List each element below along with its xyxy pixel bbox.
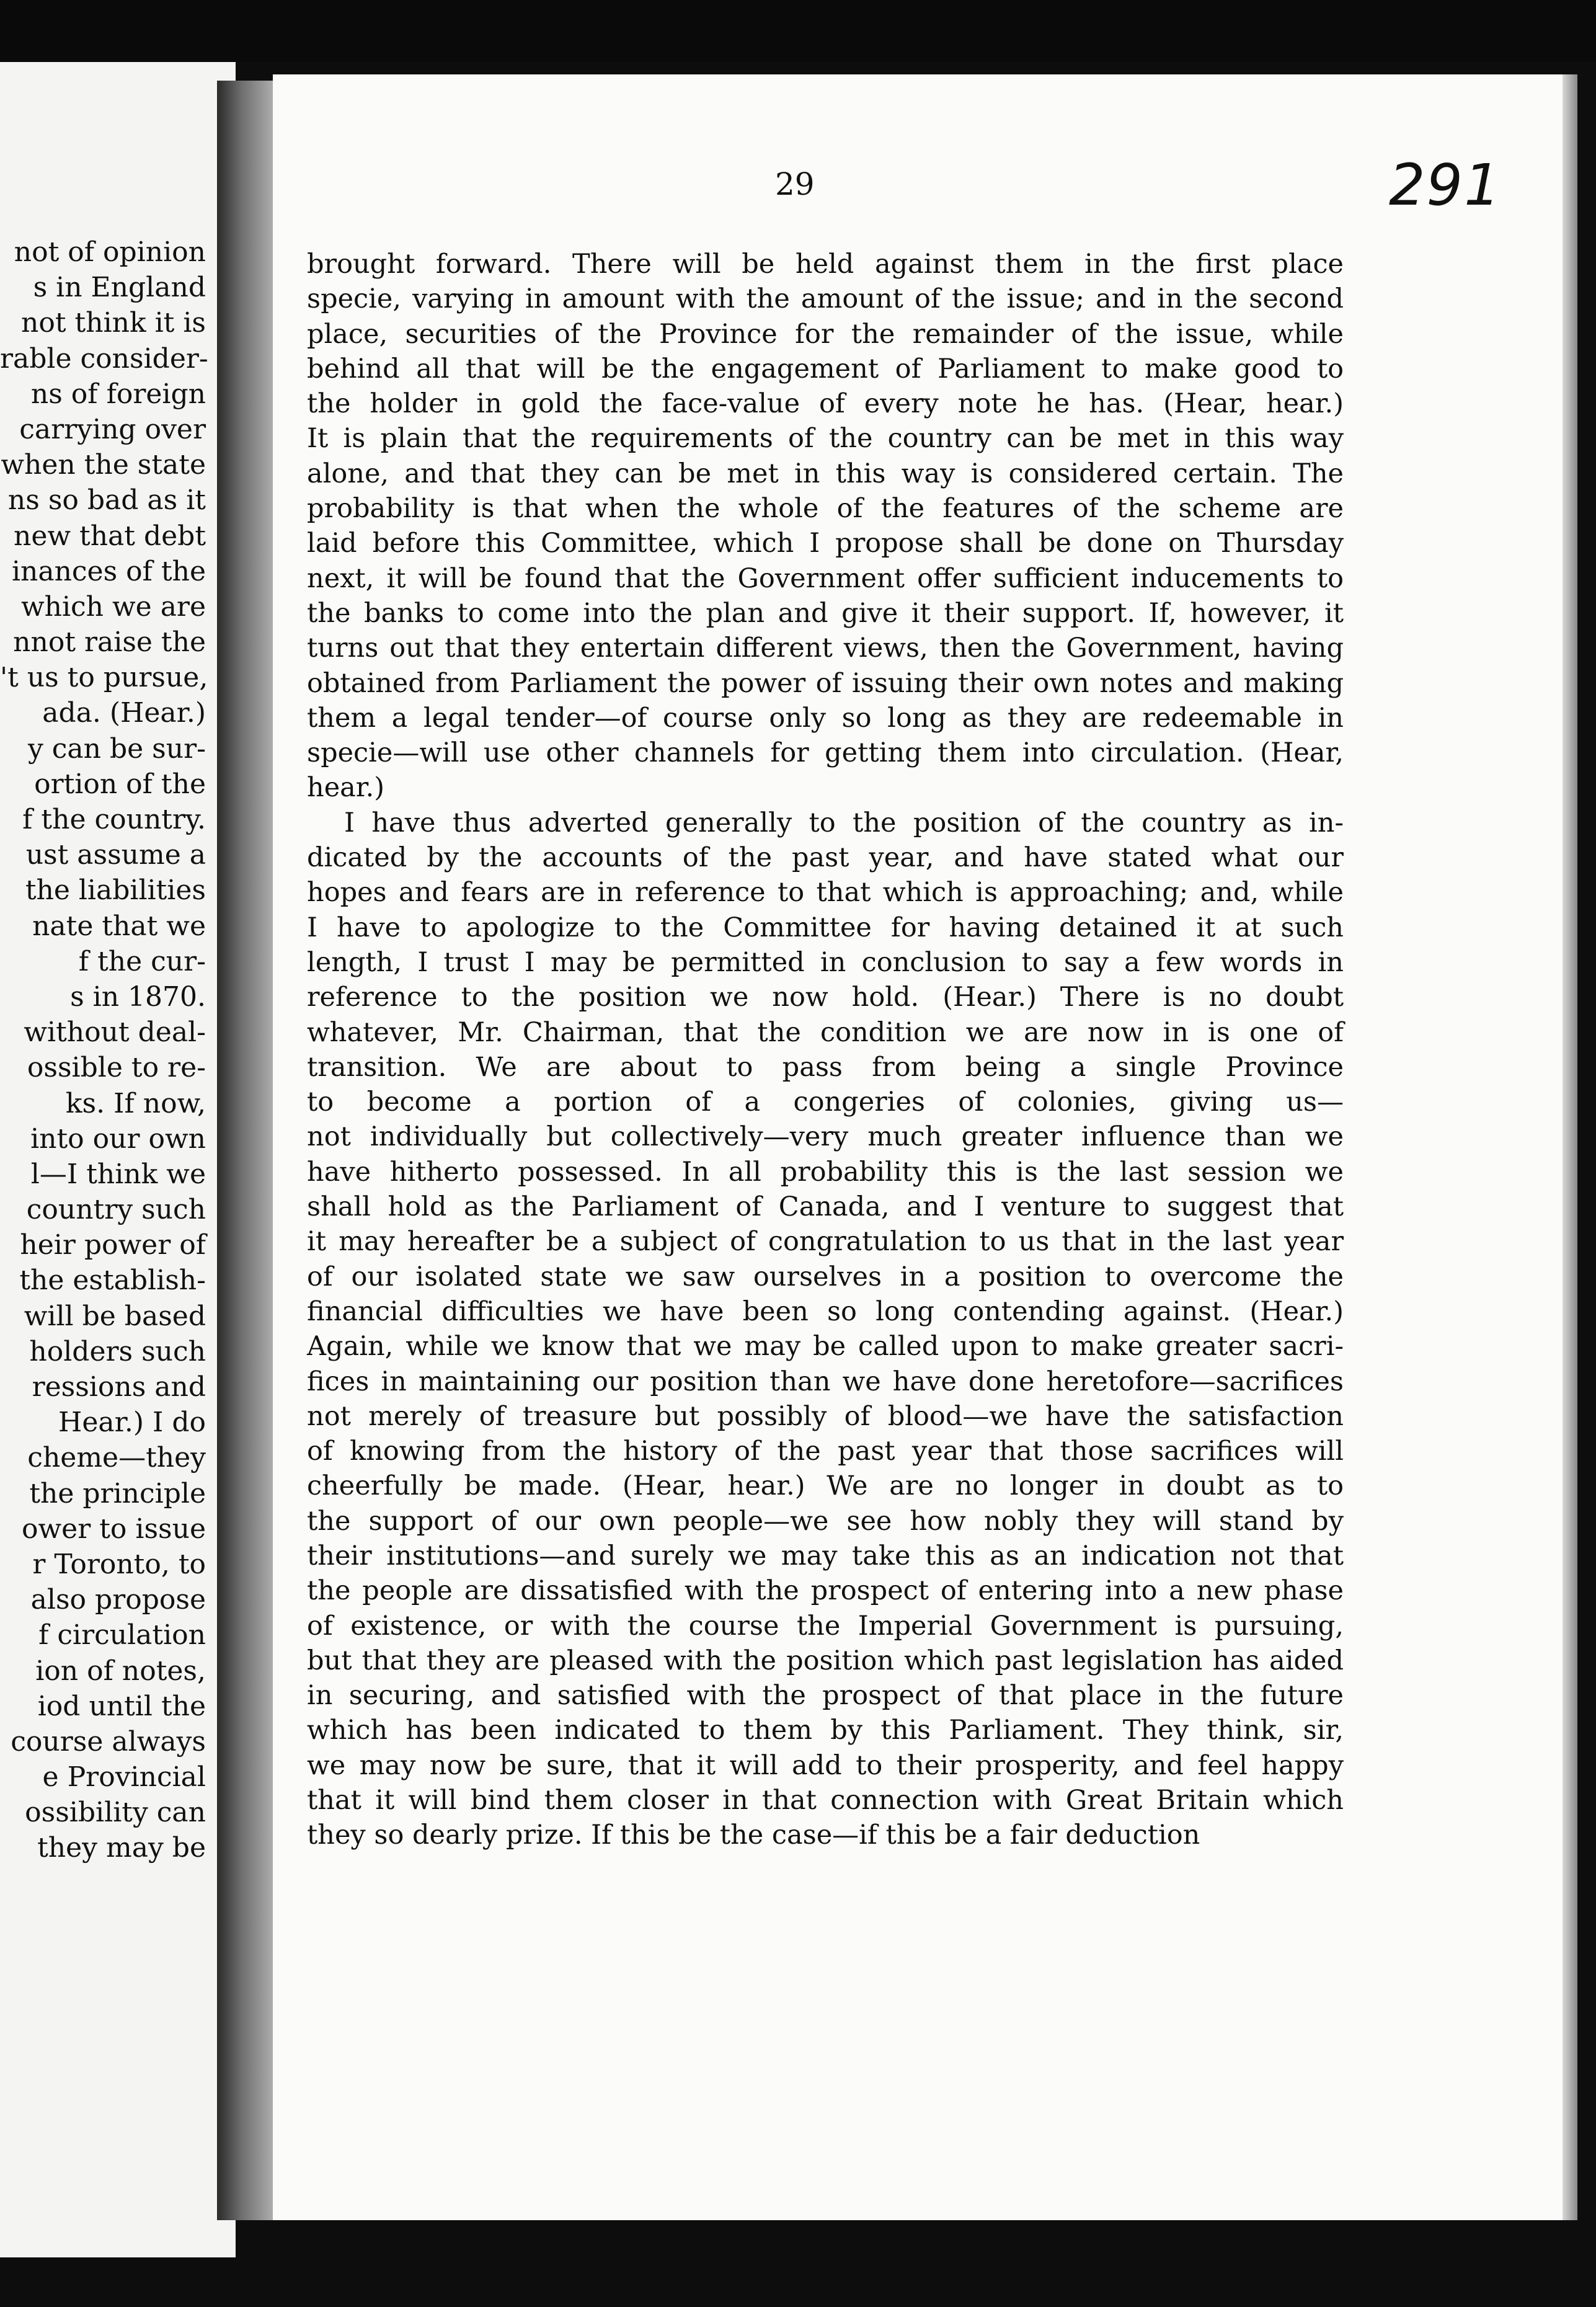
body-text-line: alone, and that they can be met in this way is considered certain. The: [307, 458, 1344, 489]
previous-page-line: f the cur-: [78, 945, 206, 977]
body-text-line: which has been indicated to them by this Parliament. They think, sir,: [307, 1715, 1344, 1746]
previous-page-line: without deal-: [24, 1016, 206, 1049]
previous-page-line: ks. If now,: [65, 1087, 206, 1119]
previous-page-line: e Provincial: [42, 1761, 206, 1794]
body-text-line: hear.): [307, 772, 385, 804]
body-text-line: brought forward. There will be held against them in the first place: [307, 249, 1344, 280]
previous-page-line: cheme—they: [27, 1442, 206, 1474]
scan-top-border: [0, 0, 1596, 62]
previous-page-line: not think it is: [21, 307, 206, 339]
previous-page-line: ressions and: [32, 1371, 206, 1403]
previous-page-line: ower to issue: [22, 1513, 206, 1545]
body-text-line: laid before this Committee, which I propose shall be done on Thursday: [307, 528, 1344, 559]
previous-page-line: country such: [26, 1194, 206, 1226]
previous-page-line: carrying over: [19, 413, 206, 445]
body-text-line: in securing, and satisfied with the prospect of that place in the future: [307, 1680, 1344, 1712]
body-text-line: turns out that they entertain different views, then the Government, having: [307, 633, 1344, 664]
previous-page-line: into our own: [30, 1122, 206, 1155]
previous-page-line: ossibility can: [25, 1797, 206, 1829]
body-text-line: financial difficulties we have been so long contending against. (Hear.): [307, 1296, 1344, 1327]
previous-page-line: ortion of the: [34, 768, 206, 800]
previous-page-line: not of opinion: [14, 236, 206, 268]
body-text-line: probability is that when the whole of the features of the scheme are: [307, 493, 1344, 525]
body-text-line: the people are dissatisfied with the prospect of entering into a new phase: [307, 1575, 1344, 1607]
body-text-line: it may hereafter be a subject of congratulation to us that in the last year: [307, 1226, 1344, 1258]
previous-page-line: inances of the: [11, 555, 206, 587]
body-text-line: not individually but collectively—very much greater influence than we: [307, 1121, 1344, 1153]
body-text-line: whatever, Mr. Chairman, that the condition we are now in is one of: [307, 1016, 1344, 1048]
body-text-line: specie, varying in amount with the amount of the issue; and in the second: [307, 283, 1344, 315]
previous-page-line: holders such: [29, 1335, 206, 1367]
body-text-line: of knowing from the history of the past year that those sacrifices will: [307, 1436, 1344, 1467]
body-text-line: them a legal tender—of course only so long as they are redeemable in: [307, 702, 1344, 734]
page-body-text: [307, 247, 1344, 1853]
previous-page-line: s in England: [33, 272, 206, 304]
previous-page-line: course always: [11, 1725, 206, 1758]
body-text-line: of our isolated state we saw ourselves in a position to overcome the: [307, 1261, 1344, 1292]
body-text-line: It is plain that the requirements of the country can be met in this way: [307, 423, 1344, 455]
body-text-line: shall hold as the Parliament of Canada, and I venture to suggest that: [307, 1191, 1344, 1223]
body-text-line: behind all that will be the engagement of Parliament to make good to: [307, 353, 1344, 384]
body-text-line: the holder in gold the face-value of every note he has. (Hear, hear.): [307, 388, 1344, 420]
previous-page-line: ossible to re-: [27, 1052, 206, 1084]
previous-page-line: heir power of: [20, 1229, 206, 1261]
previous-page-line: r Toronto, to: [32, 1548, 206, 1580]
previous-page-line: ns so bad as it: [7, 484, 206, 517]
previous-page-line: nnot raise the: [13, 626, 206, 659]
body-text-line: I have to apologize to the Committee for having detained it at such: [307, 912, 1344, 943]
body-text-line: of existence, or with the course the Imperial Government is pursuing,: [307, 1610, 1344, 1642]
body-text-line: specie—will use other channels for getting them into circulation. (Hear,: [307, 737, 1344, 769]
previous-page-line: ns of foreign: [30, 378, 206, 410]
body-text-line: transition. We are about to pass from being a single Province: [307, 1051, 1344, 1083]
body-text-line: length, I trust I may be permitted in conclusion to say a few words in: [307, 946, 1344, 978]
handwritten-archive-number: 291: [1389, 152, 1502, 218]
previous-page-line: ada. (Hear.): [42, 697, 206, 729]
previous-page-line: f the country.: [22, 804, 206, 835]
previous-page-line: they may be: [37, 1832, 206, 1864]
body-text-line: I have thus adverted generally to the position of the country as in-: [344, 807, 1344, 838]
previous-page-line: Hear.) I do: [58, 1407, 206, 1439]
body-text-line: have hitherto possessed. In all probability this is the last session we: [307, 1156, 1344, 1188]
body-text-line: not merely of treasure but possibly of blood—we have the satisfaction: [307, 1400, 1344, 1432]
previous-page-line: s in 1870.: [70, 980, 206, 1013]
body-text-line: next, it will be found that the Government offer sufficient inducements to: [307, 562, 1344, 594]
previous-page-line: iod until the: [37, 1690, 206, 1722]
body-text-line: cheerfully be made. (Hear, hear.) We are no longer in doubt as to: [307, 1470, 1344, 1502]
previous-page-line: new that debt: [14, 520, 206, 552]
body-text-line: but that they are pleased with the position which past legislation has aided: [307, 1645, 1344, 1676]
body-text-line: Again, while we know that we may be called upon to make greater sacri-: [307, 1331, 1344, 1362]
previous-page-fragment: [0, 62, 236, 2257]
previous-page-line: the establish-: [19, 1265, 206, 1297]
previous-page-line: when the state: [1, 449, 206, 481]
previous-page-line: f circulation: [38, 1619, 206, 1651]
previous-page-line: ion of notes,: [35, 1655, 206, 1687]
body-text-line: reference to the position we now hold. (Hear.) There is no doubt: [307, 982, 1344, 1013]
previous-page-line: ust assume a: [25, 839, 206, 871]
body-text-line: their institutions—and surely we may take this as an indication not that: [307, 1540, 1344, 1571]
page-edge-shadow: [1563, 74, 1577, 2220]
body-text-line: hopes and fears are in reference to that which is approaching; and, while: [307, 877, 1344, 909]
body-text-line: they so dearly prize. If this be the case—if this be a fair deduction: [307, 1820, 1200, 1851]
body-text-line: place, securities of the Province for the remainder of the issue, while: [307, 318, 1344, 350]
previous-page-line: nate that we: [32, 910, 206, 942]
previous-page-line: the liabilities: [25, 874, 206, 907]
body-text-line: we may now be sure, that it will add to their prosperity, and feel happy: [307, 1749, 1344, 1781]
body-text-line: obtained from Parliament the power of issuing their own notes and making: [307, 667, 1344, 699]
body-text-line: to become a portion of a congeries of colonies, giving us—: [307, 1087, 1344, 1118]
previous-page-line: which we are: [20, 590, 206, 623]
previous-page-line: y can be sur-: [27, 732, 206, 765]
previous-page-line: l—I think we: [30, 1158, 206, 1190]
body-text-line: that it will bind them closer in that connection with Great Britain which: [307, 1785, 1344, 1816]
body-text-line: the banks to come into the plan and give it their support. If, however, it: [307, 597, 1344, 629]
body-text-line: the support of our own people—we see how nobly they will stand by: [307, 1505, 1344, 1537]
body-text-line: dicated by the accounts of the past year, and have stated what our: [307, 842, 1344, 874]
previous-page-line: rable consider-: [0, 342, 208, 375]
previous-page-line: also propose: [30, 1584, 206, 1616]
previous-page-line: the principle: [29, 1477, 206, 1509]
previous-page-line: will be based: [24, 1300, 206, 1332]
previous-page-text-column: [0, 234, 206, 1866]
body-text-line: fices in maintaining our position than we have done heretofore—sacrifices: [307, 1366, 1344, 1397]
previous-page-line: 't us to pursue,: [0, 662, 208, 694]
page-number: 29: [775, 166, 815, 202]
